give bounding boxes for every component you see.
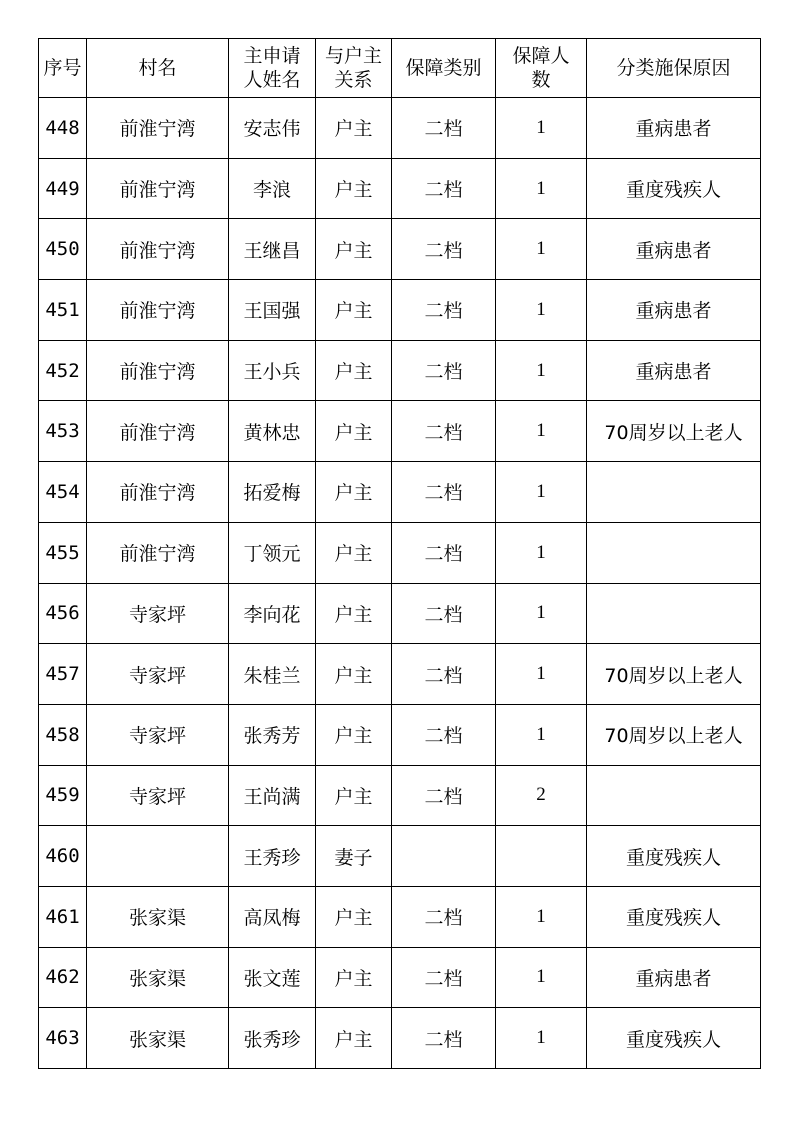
table-row xyxy=(39,340,761,401)
header-index: 序号 xyxy=(39,39,87,98)
cell-reason: 重病患者 xyxy=(587,219,761,280)
cell-village: 前淮宁湾 xyxy=(87,340,229,401)
cell-village: 前淮宁湾 xyxy=(87,219,229,280)
cell-village: 前淮宁湾 xyxy=(87,98,229,159)
cell-index: 462 xyxy=(39,947,87,1008)
cell-relation: 妻子 xyxy=(316,826,392,887)
cell-category: 二档 xyxy=(392,158,496,219)
cell-index: 458 xyxy=(39,704,87,765)
header-category: 保障类别 xyxy=(392,39,496,98)
table-row xyxy=(39,947,761,1008)
table-row xyxy=(39,704,761,765)
cell-category: 二档 xyxy=(392,462,496,523)
cell-applicant-name: 张秀珍 xyxy=(229,1008,316,1069)
cell-count: 1 xyxy=(496,522,587,583)
cell-count: 1 xyxy=(496,947,587,1008)
cell-reason: 重度残疾人 xyxy=(587,1008,761,1069)
cell-category: 二档 xyxy=(392,886,496,947)
cell-relation: 户主 xyxy=(316,98,392,159)
roster-body xyxy=(39,98,761,1069)
header-applicant-line2: 人姓名 xyxy=(243,69,301,91)
cell-applicant-name: 朱桂兰 xyxy=(229,644,316,705)
assistance-roster-table xyxy=(38,38,761,1069)
cell-count: 1 xyxy=(496,98,587,159)
cell-index: 456 xyxy=(39,583,87,644)
cell-village: 寺家坪 xyxy=(87,644,229,705)
cell-relation: 户主 xyxy=(316,886,392,947)
cell-reason: 重度残疾人 xyxy=(587,158,761,219)
cell-village: 前淮宁湾 xyxy=(87,462,229,523)
cell-applicant-name: 张文莲 xyxy=(229,947,316,1008)
header-applicant-line1: 主申请 xyxy=(243,45,301,67)
cell-applicant-name: 李浪 xyxy=(229,158,316,219)
cell-relation: 户主 xyxy=(316,340,392,401)
cell-village: 前淮宁湾 xyxy=(87,158,229,219)
cell-count: 1 xyxy=(496,1008,587,1069)
table-row xyxy=(39,886,761,947)
cell-village: 前淮宁湾 xyxy=(87,522,229,583)
cell-relation: 户主 xyxy=(316,522,392,583)
cell-index: 461 xyxy=(39,886,87,947)
cell-village: 前淮宁湾 xyxy=(87,401,229,462)
cell-village: 寺家坪 xyxy=(87,704,229,765)
cell-count: 2 xyxy=(496,765,587,826)
header-row xyxy=(39,39,761,98)
cell-count: 1 xyxy=(496,340,587,401)
cell-reason xyxy=(587,765,761,826)
cell-category: 二档 xyxy=(392,280,496,341)
cell-category: 二档 xyxy=(392,1008,496,1069)
cell-category xyxy=(392,826,496,887)
cell-relation: 户主 xyxy=(316,947,392,1008)
cell-reason: 重度残疾人 xyxy=(587,886,761,947)
cell-count: 1 xyxy=(496,462,587,523)
cell-index: 463 xyxy=(39,1008,87,1069)
cell-reason: 70周岁以上老人 xyxy=(587,704,761,765)
cell-count: 1 xyxy=(496,280,587,341)
header-relation-line1: 与户主 xyxy=(324,45,382,67)
cell-category: 二档 xyxy=(392,219,496,280)
cell-index: 451 xyxy=(39,280,87,341)
cell-index: 453 xyxy=(39,401,87,462)
cell-village: 张家渠 xyxy=(87,947,229,1008)
cell-index: 455 xyxy=(39,522,87,583)
cell-reason: 重病患者 xyxy=(587,280,761,341)
cell-village xyxy=(87,826,229,887)
cell-count: 1 xyxy=(496,219,587,280)
cell-applicant-name: 黄林忠 xyxy=(229,401,316,462)
table-row xyxy=(39,1008,761,1069)
cell-applicant-name: 王秀珍 xyxy=(229,826,316,887)
cell-relation: 户主 xyxy=(316,765,392,826)
cell-index: 450 xyxy=(39,219,87,280)
table-row xyxy=(39,522,761,583)
cell-relation: 户主 xyxy=(316,1008,392,1069)
cell-reason xyxy=(587,522,761,583)
table-row xyxy=(39,98,761,159)
cell-count xyxy=(496,826,587,887)
cell-applicant-name: 李向花 xyxy=(229,583,316,644)
cell-count: 1 xyxy=(496,704,587,765)
cell-index: 454 xyxy=(39,462,87,523)
cell-index: 457 xyxy=(39,644,87,705)
cell-reason: 重度残疾人 xyxy=(587,826,761,887)
cell-index: 449 xyxy=(39,158,87,219)
header-count-line2: 数 xyxy=(531,69,551,91)
table-row xyxy=(39,765,761,826)
cell-index: 459 xyxy=(39,765,87,826)
cell-relation: 户主 xyxy=(316,704,392,765)
table-row xyxy=(39,644,761,705)
table-row xyxy=(39,280,761,341)
cell-applicant-name: 丁领元 xyxy=(229,522,316,583)
cell-count: 1 xyxy=(496,644,587,705)
table-row xyxy=(39,401,761,462)
cell-village: 寺家坪 xyxy=(87,583,229,644)
header-count xyxy=(496,39,587,98)
cell-category: 二档 xyxy=(392,644,496,705)
cell-reason xyxy=(587,462,761,523)
cell-relation: 户主 xyxy=(316,644,392,705)
cell-count: 1 xyxy=(496,583,587,644)
cell-relation: 户主 xyxy=(316,401,392,462)
cell-relation: 户主 xyxy=(316,219,392,280)
cell-village: 寺家坪 xyxy=(87,765,229,826)
cell-applicant-name: 王小兵 xyxy=(229,340,316,401)
cell-applicant-name: 张秀芳 xyxy=(229,704,316,765)
header-count-line1: 保障人 xyxy=(512,45,570,67)
cell-village: 张家渠 xyxy=(87,886,229,947)
cell-index: 448 xyxy=(39,98,87,159)
table-row xyxy=(39,158,761,219)
cell-village: 前淮宁湾 xyxy=(87,280,229,341)
cell-village: 张家渠 xyxy=(87,1008,229,1069)
cell-count: 1 xyxy=(496,158,587,219)
cell-applicant-name: 拓爱梅 xyxy=(229,462,316,523)
cell-reason: 重病患者 xyxy=(587,340,761,401)
cell-index: 460 xyxy=(39,826,87,887)
cell-applicant-name: 高凤梅 xyxy=(229,886,316,947)
table-row xyxy=(39,462,761,523)
table-row xyxy=(39,826,761,887)
cell-category: 二档 xyxy=(392,401,496,462)
table-row xyxy=(39,583,761,644)
cell-relation: 户主 xyxy=(316,462,392,523)
cell-reason: 70周岁以上老人 xyxy=(587,644,761,705)
table-row xyxy=(39,219,761,280)
cell-category: 二档 xyxy=(392,583,496,644)
cell-category: 二档 xyxy=(392,98,496,159)
cell-category: 二档 xyxy=(392,340,496,401)
header-relation xyxy=(316,39,392,98)
cell-reason: 70周岁以上老人 xyxy=(587,401,761,462)
cell-index: 452 xyxy=(39,340,87,401)
cell-category: 二档 xyxy=(392,704,496,765)
cell-category: 二档 xyxy=(392,522,496,583)
cell-relation: 户主 xyxy=(316,158,392,219)
header-reason: 分类施保原因 xyxy=(587,39,761,98)
cell-category: 二档 xyxy=(392,765,496,826)
cell-reason: 重病患者 xyxy=(587,98,761,159)
cell-applicant-name: 王继昌 xyxy=(229,219,316,280)
cell-category: 二档 xyxy=(392,947,496,1008)
cell-reason: 重病患者 xyxy=(587,947,761,1008)
cell-count: 1 xyxy=(496,886,587,947)
cell-relation: 户主 xyxy=(316,583,392,644)
cell-count: 1 xyxy=(496,401,587,462)
header-relation-line2: 关系 xyxy=(334,69,373,91)
cell-applicant-name: 王尚满 xyxy=(229,765,316,826)
header-applicant-name xyxy=(229,39,316,98)
header-village: 村名 xyxy=(87,39,229,98)
cell-applicant-name: 王国强 xyxy=(229,280,316,341)
cell-reason xyxy=(587,583,761,644)
cell-relation: 户主 xyxy=(316,280,392,341)
cell-applicant-name: 安志伟 xyxy=(229,98,316,159)
